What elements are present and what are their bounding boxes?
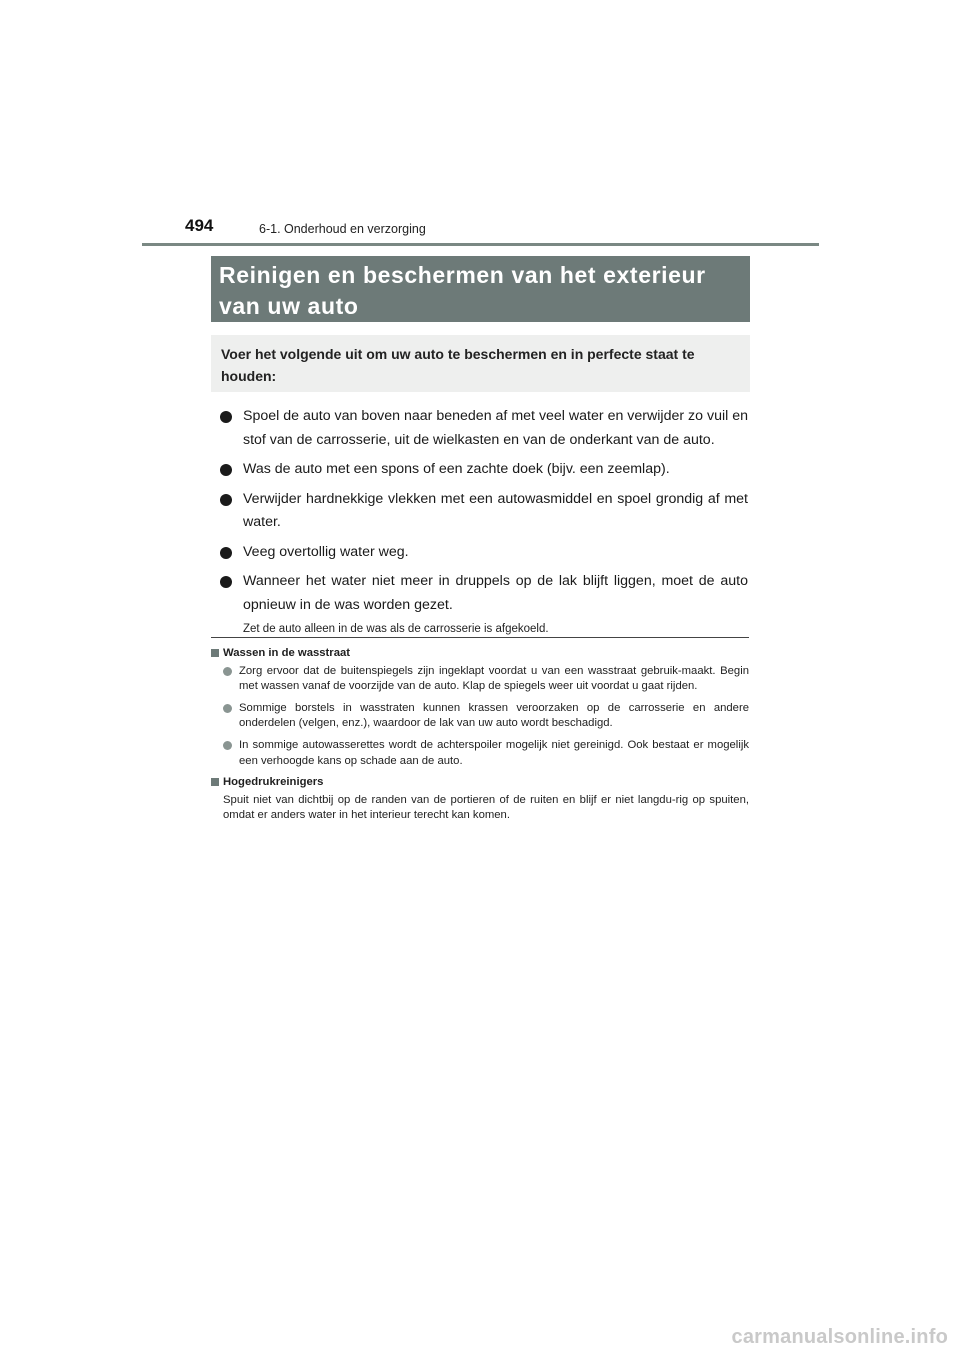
header-divider <box>142 243 819 246</box>
intro-line-1: Voer het volgende uit om uw auto te beschermen en in perfecte staat te <box>221 346 695 362</box>
note-item <box>211 738 749 769</box>
note-item-text: Sommige borstels in wasstraten kunnen krassen veroorzaken op de carrosserie en andere onderdelen (velgen, enz.), waardoor de lak van uw auto wordt beschadigd. <box>239 701 749 730</box>
bullet-icon <box>220 464 232 476</box>
square-bullet-icon <box>211 778 219 786</box>
bullet-icon <box>220 494 232 506</box>
note-item-text: In sommige autowasserettes wordt de achterspoiler mogelijk niet gereinigd. Ook bestaat er mogelijk een verhoogde kans op schade aan de auto. <box>239 738 749 767</box>
instruction-list <box>218 405 748 643</box>
note-heading-pressure-washer <box>211 775 749 791</box>
instruction-item <box>218 405 748 452</box>
bullet-icon <box>223 741 232 750</box>
note-heading-car-wash <box>211 646 749 662</box>
note-heading-text: Hogedrukreinigers <box>223 776 324 789</box>
note-item-text: Zorg ervoor dat de buitenspiegels zijn ingeklapt voordat u van een wasstraat gebruik-maakt. Begin met wassen vanaf de voorzijde van de auto. Klap de spiegels weer uit voordat u gaat rijden. <box>239 664 749 693</box>
instruction-text: Veeg overtollig water weg. <box>243 543 409 560</box>
instruction-text: Verwijder hardnekkige vlekken met een autowasmiddel en spoel grondig af met water. <box>243 490 748 530</box>
note-heading-text: Wassen in de wasstraat <box>223 647 351 659</box>
section-title-box <box>211 256 750 322</box>
instruction-item <box>218 458 748 482</box>
bullet-icon <box>223 704 232 713</box>
bullet-icon <box>223 667 232 676</box>
square-bullet-icon <box>211 649 219 657</box>
instruction-text: Spoel de auto van boven naar beneden af met veel water en verwijder zo vuil en stof van de carrosserie, uit de wielkasten en van de onderkant van de auto. <box>243 408 748 448</box>
section-title-line-1: Reinigen en beschermen van het exterieur <box>219 262 706 288</box>
bullet-icon <box>220 547 232 559</box>
instruction-item <box>218 488 748 535</box>
page-number: 494 <box>185 216 214 235</box>
notes-section <box>211 646 749 824</box>
instruction-item <box>218 570 748 637</box>
watermark: carmanualsonline.info <box>731 1326 948 1348</box>
instruction-item <box>218 541 748 565</box>
instruction-note: Zet de auto alleen in de was als de carrosserie is afgekoeld. <box>243 623 549 635</box>
instruction-text: Was de auto met een spons of een zachte doek (bijv. een zeemlap). <box>243 461 670 477</box>
bullet-icon <box>220 576 232 588</box>
instruction-text: Wanneer het water niet meer in druppels op de lak blijft liggen, moet de auto opnieuw in de was worden gezet. <box>243 573 748 613</box>
intro-box <box>211 335 750 392</box>
bullet-icon <box>220 411 232 423</box>
note-item <box>211 664 749 695</box>
note-item <box>211 701 749 732</box>
notes-divider <box>211 637 749 638</box>
note-body: Spuit niet van dichtbij op de randen van de portieren of de ruiten en blijf er niet langdu-rig op spuiten, omdat er anders water in het interieur terecht kan komen. <box>223 793 749 822</box>
section-reference: 6-1. Onderhoud en verzorging <box>259 222 426 236</box>
section-title-line-2: van uw auto <box>219 293 359 319</box>
intro-line-2: houden: <box>221 368 277 384</box>
